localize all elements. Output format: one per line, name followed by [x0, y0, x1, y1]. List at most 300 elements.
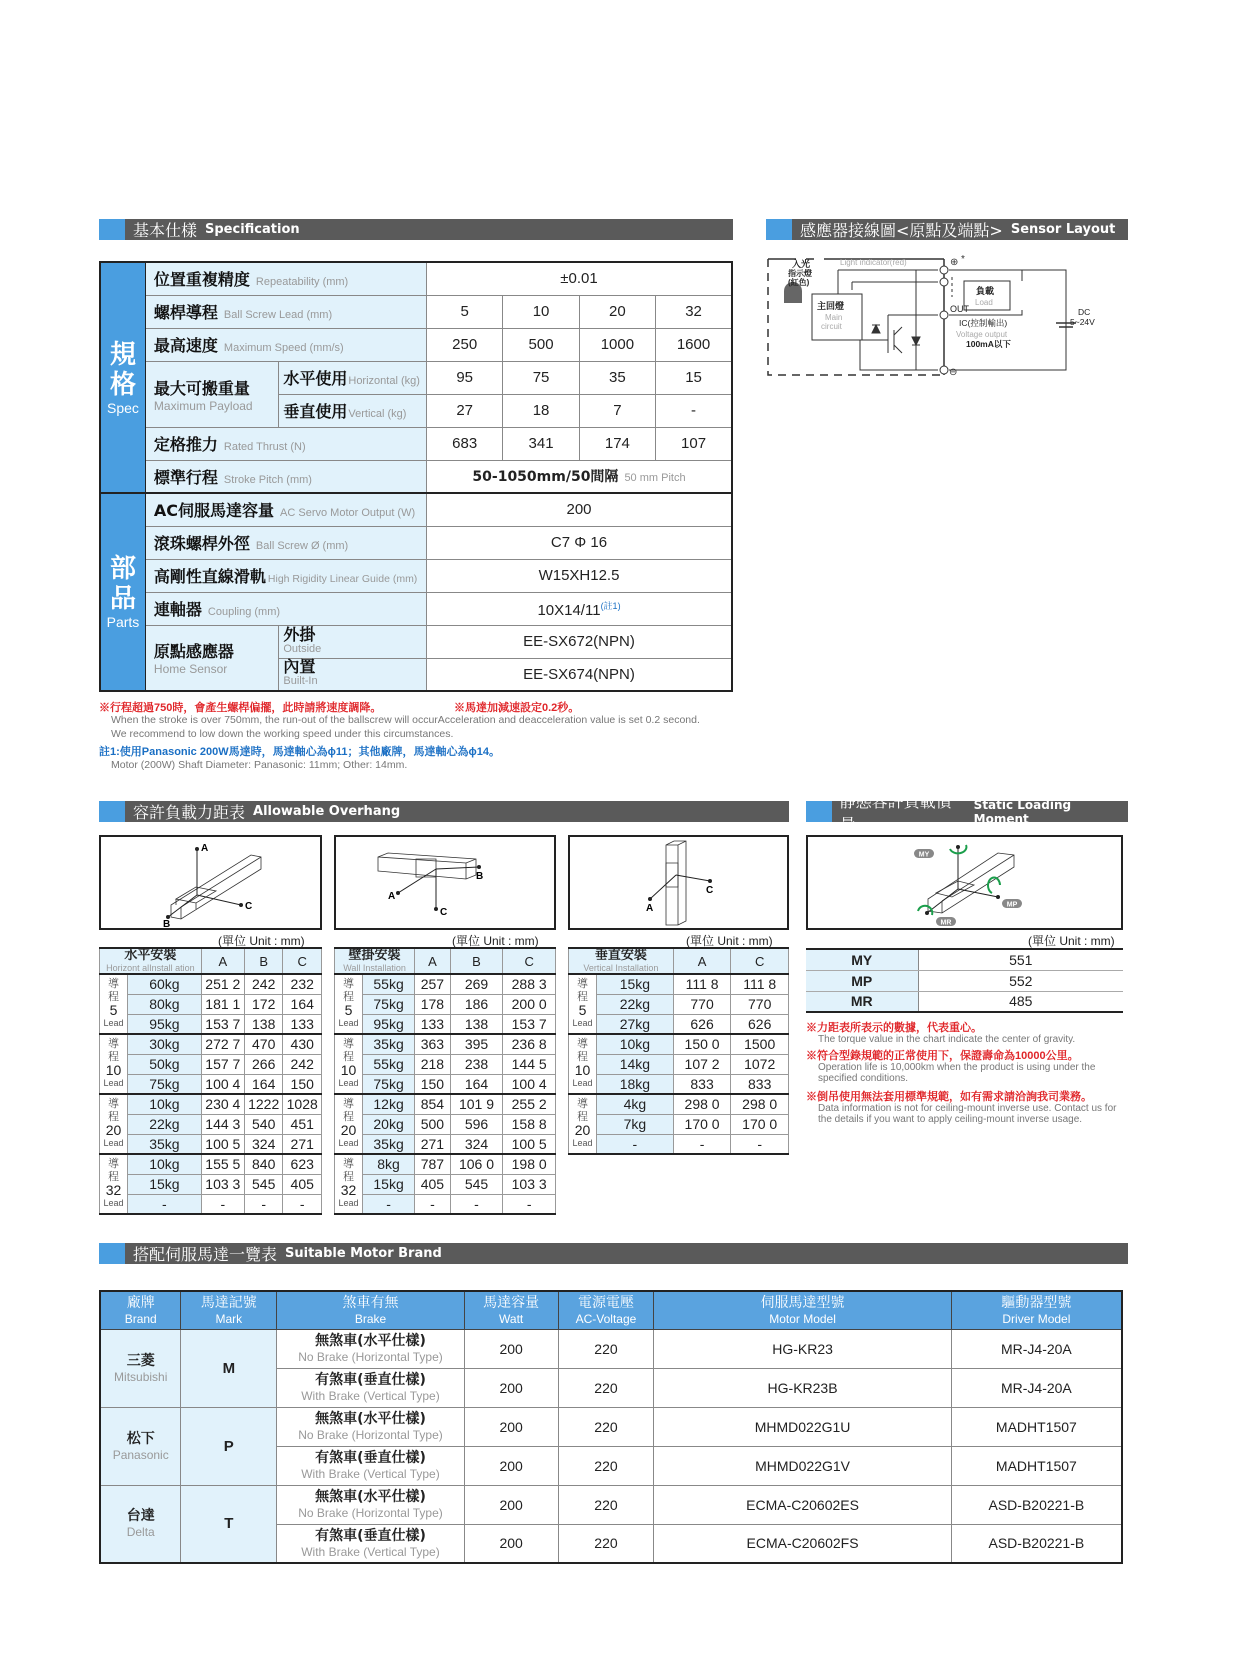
load-weight-cell: 35kg — [363, 1034, 415, 1054]
overhang-row — [335, 1134, 556, 1154]
brake-zh: 有煞車(垂直仕樣) — [315, 1450, 426, 1466]
motor-column-header — [277, 1291, 465, 1329]
overhang-row — [100, 1034, 322, 1054]
wall-diagram-svg — [336, 837, 554, 928]
value-cell: W15XH12.5 — [427, 559, 733, 592]
label-cell — [145, 295, 426, 328]
lead-en: Lead — [338, 1198, 359, 1208]
load-weight-cell: 12kg — [363, 1094, 415, 1114]
lead-zh: 導程 — [343, 1098, 354, 1123]
side-zh1: 規 — [109, 339, 136, 370]
mark-value: M — [222, 1359, 236, 1377]
brake-cell — [277, 1407, 465, 1446]
install-type-header — [100, 948, 202, 974]
label-en: AC Servo Motor Output (W) — [280, 507, 416, 520]
driver-cell: MR-J4-20A — [951, 1329, 1122, 1368]
install-type-zh: 垂直安裝 — [594, 948, 647, 963]
lead-value: 20 — [340, 1122, 357, 1138]
motor-section-header — [99, 1243, 1128, 1264]
coupling-value: 10X14/11 — [537, 601, 601, 619]
value-cell — [427, 592, 733, 625]
lead-group-label — [569, 974, 597, 1034]
value-cell: 200 — [427, 493, 733, 526]
overhang-header-row — [569, 948, 789, 974]
horizontal-overhang-table — [99, 947, 322, 1215]
overhang-value-cell: - — [201, 1194, 244, 1214]
load-zh: 負載 — [976, 286, 995, 296]
voltage-cell: 220 — [558, 1407, 654, 1446]
overhang-value-cell: 100 5 — [201, 1134, 244, 1154]
brand-cell — [100, 1329, 181, 1407]
spec-row-ball-screw — [100, 526, 732, 559]
static-row — [806, 970, 1123, 991]
brake-en: No Brake (Horizontal Type) — [298, 1506, 443, 1520]
motor-row — [100, 1407, 1122, 1446]
load-weight-cell: 10kg — [128, 1094, 202, 1114]
overhang-value-cell: 1028 — [283, 1094, 322, 1114]
label-zh: 垂直使用 — [283, 402, 348, 421]
label-cell — [279, 625, 427, 658]
voltage-cell: 220 — [558, 1485, 654, 1524]
static-note-gravity-zh: ※力距表所表示的數據，代表重心。 — [806, 1022, 982, 1034]
overhang-value-cell: 111 8 — [731, 974, 789, 994]
column-header: B — [450, 948, 503, 974]
header-en: Watt — [499, 1311, 524, 1326]
overhang-value-cell: 405 — [283, 1174, 322, 1194]
overhang-value-cell: 298 0 — [673, 1094, 731, 1114]
overhang-value-cell: 186 — [450, 994, 503, 1014]
sensor-section-header — [766, 219, 1128, 240]
overhang-row — [100, 1194, 322, 1214]
load-weight-cell: 4kg — [597, 1094, 674, 1114]
current-label: 100mA以下 — [966, 339, 1011, 349]
value-cell: ±0.01 — [427, 262, 733, 295]
axis-label-c: C — [245, 901, 253, 912]
motor-column-header — [558, 1291, 654, 1329]
brake-zh: 無煞車(水平仕樣) — [315, 1411, 426, 1427]
value-cell: 20 — [579, 295, 655, 328]
horizontal-unit-label: (單位 Unit : mm) — [218, 934, 305, 948]
spec-title-en: Specification — [205, 222, 300, 237]
overhang-row — [100, 994, 322, 1014]
lead-group-label — [335, 974, 363, 1034]
label-en: Maximum Speed (mm/s) — [223, 342, 344, 354]
voltage-cell: 220 — [558, 1446, 654, 1485]
overhang-value-cell: 271 — [283, 1134, 322, 1154]
overhang-value-cell: - — [673, 1134, 731, 1154]
lead-value: 32 — [340, 1182, 357, 1198]
overhang-value-cell: 596 — [450, 1114, 503, 1134]
overhang-value-cell: 269 — [450, 974, 503, 994]
overhang-value-cell: 298 0 — [731, 1094, 789, 1114]
label-en: Horizontal (kg) — [348, 375, 420, 387]
motor-brand-table — [99, 1290, 1123, 1564]
moment-key: MP — [806, 970, 918, 991]
brake-cell — [277, 1485, 465, 1524]
side-zh2: 格 — [109, 369, 136, 400]
value-cell: 683 — [427, 427, 503, 460]
light-label-zh2: 指示燈 — [788, 269, 812, 278]
brake-en: With Brake (Vertical Type) — [301, 1467, 440, 1481]
lead-en: Lead — [103, 1138, 124, 1148]
label-zh: 連軸器 — [153, 600, 202, 619]
static-title-zh: 靜態容許負載慣量 — [839, 791, 952, 834]
driver-cell: MADHT1507 — [951, 1407, 1122, 1446]
overhang-value-cell: 545 — [244, 1174, 283, 1194]
watt-cell: 200 — [464, 1329, 558, 1368]
overhang-value-cell: 138 — [244, 1014, 283, 1034]
spec-note-shaft-zh: 註1:使用Panasonic 200W馬達時，馬達軸心為ɸ11；其他廠牌，馬達軸心為ɸ14。 — [99, 746, 500, 758]
overhang-value-cell: 500 — [415, 1114, 451, 1134]
overhang-row — [335, 1094, 556, 1114]
spec-row-payload-horizontal — [100, 361, 732, 394]
watt-cell: 200 — [464, 1485, 558, 1524]
overhang-value-cell: 238 — [450, 1054, 503, 1074]
label-zh: 外掛 — [283, 624, 316, 644]
motor-column-header — [464, 1291, 558, 1329]
parts-side-label — [100, 493, 145, 691]
overhang-value-cell: 363 — [415, 1034, 451, 1054]
install-type-en: Horizont alInstall ation — [106, 963, 195, 973]
load-weight-cell: 75kg — [363, 1074, 415, 1094]
column-header: A — [415, 948, 451, 974]
value-cell: 341 — [503, 427, 579, 460]
overhang-row — [569, 1134, 789, 1154]
overhang-row — [335, 1194, 556, 1214]
overhang-value-cell: 170 0 — [673, 1114, 731, 1134]
brake-zh: 無煞車(水平仕樣) — [315, 1489, 426, 1505]
overhang-value-cell: - — [731, 1134, 789, 1154]
overhang-value-cell: 158 8 — [503, 1114, 556, 1134]
overhang-value-cell: 545 — [450, 1174, 503, 1194]
overhang-value-cell: 107 2 — [673, 1054, 731, 1074]
light-indicator-label: Light indicator(red) — [840, 258, 907, 267]
overhang-value-cell: 395 — [450, 1034, 503, 1054]
overhang-title-zh: 容許負載力距表 — [133, 803, 246, 822]
value-cell: 18 — [503, 394, 579, 427]
lead-value: 5 — [578, 1002, 587, 1018]
lead-zh: 導程 — [108, 1098, 119, 1123]
brand-zh: 松下 — [126, 1430, 155, 1447]
wall-install-diagram — [334, 835, 556, 930]
load-weight-cell: 8kg — [363, 1154, 415, 1174]
overhang-value-cell: 100 4 — [503, 1074, 556, 1094]
spec-table — [99, 261, 733, 692]
load-weight-cell: 10kg — [597, 1034, 674, 1054]
overhang-value-cell: 271 — [415, 1134, 451, 1154]
overhang-row — [100, 1014, 322, 1034]
lead-group-label — [335, 1154, 363, 1214]
lead-zh: 導程 — [577, 1038, 588, 1063]
header-zh: 馬達記號 — [200, 1294, 257, 1311]
label-cell — [279, 658, 427, 691]
lead-value: 5 — [109, 1002, 118, 1018]
overhang-row — [100, 1094, 322, 1114]
overhang-value-cell: 1222 — [244, 1094, 283, 1114]
value-cell: - — [656, 394, 732, 427]
moment-key: MY — [806, 949, 918, 970]
lead-zh: 導程 — [577, 978, 588, 1003]
overhang-value-cell: 770 — [673, 994, 731, 1014]
lead-group-label — [100, 974, 128, 1034]
column-header: C — [283, 948, 322, 974]
header-accent — [99, 1243, 125, 1264]
load-weight-cell: 30kg — [128, 1034, 202, 1054]
sensor-title-en: Sensor Layout — [1010, 222, 1116, 237]
overhang-row — [569, 994, 789, 1014]
motor-title-zh: 搭配伺服馬達一覽表 — [133, 1245, 278, 1264]
label-zh: 滾珠螺桿外徑 — [153, 534, 250, 553]
spec-title-zh: 基本仕樣 — [133, 221, 198, 240]
overhang-row — [100, 1174, 322, 1194]
overhang-value-cell: 100 4 — [201, 1074, 244, 1094]
spec-note-stroke-en: When the stroke is over 750mm, the run-out of the ballscrew will occurAcceleration and deacceleration value is set 0.2 second. — [111, 714, 700, 726]
overhang-row — [100, 1054, 322, 1074]
overhang-row — [100, 1114, 322, 1134]
value-cell: 7 — [579, 394, 655, 427]
overhang-value-cell: 138 — [450, 1014, 503, 1034]
overhang-value-cell: 288 3 — [503, 974, 556, 994]
static-note-ceiling-zh: ※倒吊使用無法套用標準規範，如有需求請洽詢我司業務。 — [806, 1091, 1092, 1103]
static-moment-diagram — [806, 835, 1123, 930]
overhang-row — [100, 1134, 322, 1154]
lead-en: Lead — [338, 1078, 359, 1088]
overhang-value-cell: 833 — [673, 1074, 731, 1094]
overhang-value-cell: - — [415, 1194, 451, 1214]
header-zh: 馬達容量 — [483, 1294, 540, 1311]
column-header: A — [673, 948, 731, 974]
watt-cell: 200 — [464, 1407, 558, 1446]
label-cell — [145, 427, 426, 460]
motor-column-header — [100, 1291, 181, 1329]
label-cell — [279, 394, 427, 427]
overhang-value-cell: 324 — [244, 1134, 283, 1154]
column-header: A — [201, 948, 244, 974]
column-header: C — [503, 948, 556, 974]
horizontal-install-diagram — [99, 835, 322, 930]
static-row — [806, 949, 1123, 970]
spec-note-recommend-en: We recommend to low down the working speed under this circumstances. — [111, 728, 454, 740]
overhang-value-cell: 623 — [283, 1154, 322, 1174]
axis-label-a: A — [201, 843, 209, 854]
brake-cell — [277, 1446, 465, 1485]
lead-group-label — [100, 1154, 128, 1214]
spec-row-stroke — [100, 460, 732, 493]
wall-overhang-table — [334, 947, 556, 1215]
overhang-value-cell: 257 — [415, 974, 451, 994]
moment-key: MR — [806, 991, 918, 1012]
voltage-cell: 220 — [558, 1329, 654, 1368]
load-weight-cell: 7kg — [597, 1114, 674, 1134]
label-en: Ball Screw Ø (mm) — [255, 540, 349, 552]
label-zh: 螺桿導程 — [153, 303, 218, 322]
vertical-install-diagram — [568, 835, 789, 930]
lead-en: Lead — [103, 1018, 124, 1028]
label-en: Maximum Payload — [153, 398, 253, 413]
overhang-row — [100, 1074, 322, 1094]
label-en: Stroke Pitch (mm) — [223, 473, 312, 486]
mark-cell — [181, 1407, 277, 1485]
spec-row-coupling — [100, 592, 732, 625]
motor-cell: ECMA-C20602ES — [654, 1485, 951, 1524]
overhang-value-cell: - — [450, 1194, 503, 1214]
overhang-value-cell: - — [503, 1194, 556, 1214]
overhang-value-cell: 172 — [244, 994, 283, 1014]
mr-badge-text: MR — [940, 919, 952, 927]
lead-group-label — [569, 1094, 597, 1154]
column-header: B — [244, 948, 283, 974]
static-section-header — [806, 791, 1128, 834]
brake-en: No Brake (Horizontal Type) — [298, 1428, 443, 1442]
load-weight-cell: 95kg — [128, 1014, 202, 1034]
brake-en: With Brake (Vertical Type) — [301, 1389, 440, 1403]
out-label: OUT — [950, 304, 969, 314]
overhang-row — [335, 1034, 556, 1054]
load-weight-cell: 10kg — [128, 1154, 202, 1174]
load-weight-cell: 20kg — [363, 1114, 415, 1134]
overhang-value-cell: 1072 — [731, 1054, 789, 1074]
overhang-row — [335, 994, 556, 1014]
label-zh: 原點感應器 — [153, 642, 234, 662]
overhang-value-cell: 236 8 — [503, 1034, 556, 1054]
plus-terminal-icon: ⊕ — [950, 257, 959, 268]
driver-cell: ASD-B20221-B — [951, 1524, 1122, 1563]
overhang-row — [335, 1154, 556, 1174]
brand-zh: 三菱 — [126, 1352, 155, 1369]
overhang-value-cell: 198 0 — [503, 1154, 556, 1174]
label-cell — [145, 262, 426, 295]
overhang-row — [335, 1174, 556, 1194]
brand-en: Panasonic — [112, 1447, 169, 1462]
main-circuit-en2: circuit — [821, 322, 842, 331]
static-moment-table — [806, 948, 1123, 1013]
overhang-header-row — [100, 948, 322, 974]
static-unit-label: (單位 Unit : mm) — [1028, 934, 1115, 948]
label-zh: 高剛性直線滑軌 — [153, 567, 266, 586]
moment-value: 552 — [918, 970, 1123, 991]
label-en: Coupling (mm) — [207, 606, 281, 618]
value-cell — [427, 460, 733, 493]
overhang-value-cell: 626 — [673, 1014, 731, 1034]
motor-cell: ECMA-C20602FS — [654, 1524, 951, 1563]
motor-cell: MHMD022G1U — [654, 1407, 951, 1446]
overhang-value-cell: 470 — [244, 1034, 283, 1054]
load-weight-cell: 35kg — [363, 1134, 415, 1154]
overhang-row — [335, 1114, 556, 1134]
brake-cell — [277, 1368, 465, 1407]
overhang-value-cell: 218 — [415, 1054, 451, 1074]
brand-cell — [100, 1485, 181, 1563]
header-accent — [806, 801, 832, 822]
lead-group-label — [100, 1094, 128, 1154]
sensor-wiring-diagram — [766, 254, 1095, 380]
lead-en: Lead — [572, 1078, 593, 1088]
lead-group-label — [569, 1034, 597, 1094]
coupling-footnote-ref: (註1) — [600, 600, 621, 611]
motor-table-header — [100, 1291, 1122, 1329]
overhang-value-cell: 242 — [244, 974, 283, 994]
main-circuit-zh: 主回燈 — [817, 301, 845, 311]
overhang-value-cell: 144 3 — [201, 1114, 244, 1134]
spec-row-speed — [100, 328, 732, 361]
spec-side-label — [100, 262, 145, 493]
overhang-value-cell: 451 — [283, 1114, 322, 1134]
lead-value: 32 — [105, 1182, 122, 1198]
overhang-value-cell: 150 — [283, 1074, 322, 1094]
moment-value: 485 — [918, 991, 1123, 1012]
header-zh: 驅動器型號 — [1001, 1294, 1072, 1311]
load-weight-cell: 27kg — [597, 1014, 674, 1034]
lead-en: Lead — [338, 1018, 359, 1028]
brake-en: No Brake (Horizontal Type) — [298, 1350, 443, 1364]
overhang-row — [335, 1014, 556, 1034]
label-zh: 標準行程 — [153, 467, 218, 487]
lead-value: 10 — [340, 1062, 357, 1078]
load-weight-cell: 75kg — [128, 1074, 202, 1094]
spec-note-stroke-zh: ※行程超過750時，會產生螺桿偏擺，此時請將速度調降。 — [99, 702, 382, 714]
static-title-en: Static Loading Moment — [973, 797, 1072, 826]
load-weight-cell: 35kg — [128, 1134, 202, 1154]
label-zh: AC伺服馬達容量 — [153, 501, 275, 521]
static-note-life-zh: ※符合型錄規範的正常使用下，保證壽命為10000公里。 — [806, 1050, 1079, 1062]
spec-row-motor-output — [100, 493, 732, 526]
axis-label-b: B — [476, 871, 484, 882]
overhang-value-cell: 164 — [283, 994, 322, 1014]
load-weight-cell: 22kg — [128, 1114, 202, 1134]
spec-row-guide — [100, 559, 732, 592]
overhang-header-row — [335, 948, 556, 974]
overhang-value-cell: 242 — [283, 1054, 322, 1074]
value-cell: 27 — [427, 394, 503, 427]
overhang-value-cell: 133 — [283, 1014, 322, 1034]
header-en: Brake — [354, 1311, 387, 1326]
install-type-en: Vertical Installation — [583, 963, 659, 973]
axis-label-a: A — [646, 903, 654, 914]
label-cell — [145, 328, 426, 361]
side-zh1: 部 — [109, 554, 136, 584]
header-zh: 煞車有無 — [342, 1294, 399, 1311]
dc-label: DC — [1078, 307, 1091, 317]
dc-range-label: 5~24V — [1070, 317, 1095, 327]
vertical-unit-label: (單位 Unit : mm) — [686, 934, 773, 948]
lead-zh: 導程 — [108, 1158, 119, 1183]
overhang-value-cell: 200 0 — [503, 994, 556, 1014]
horizontal-diagram-svg — [101, 837, 320, 928]
value-cell: 75 — [503, 361, 579, 394]
driver-cell: MADHT1507 — [951, 1446, 1122, 1485]
axis-label-b: B — [163, 919, 171, 930]
value-cell: 1600 — [656, 328, 732, 361]
label-en: High Rigidity Linear Guide (mm) — [267, 573, 418, 585]
value-cell: 95 — [427, 361, 503, 394]
label-cell — [279, 361, 427, 394]
static-note-life-en: Operation life is 10,000km when the product is using under the specified conditions. — [818, 1062, 1096, 1084]
vertical-overhang-table — [568, 947, 789, 1155]
stroke-value: 50-1050mm/50間隔 — [472, 469, 619, 486]
load-weight-cell: 80kg — [128, 994, 202, 1014]
load-weight-cell: 15kg — [363, 1174, 415, 1194]
brand-cell — [100, 1407, 181, 1485]
axis-label-a: A — [388, 891, 396, 902]
load-weight-cell: 15kg — [597, 974, 674, 994]
label-en: Ball Screw Lead (mm) — [223, 309, 333, 321]
ic-label: IC(控制輸出) — [959, 318, 1008, 328]
label-cell — [145, 526, 426, 559]
brand-en: Delta — [126, 1525, 155, 1540]
asterisk-mark: * — [961, 254, 965, 265]
overhang-value-cell: 153 7 — [503, 1014, 556, 1034]
overhang-row — [569, 1054, 789, 1074]
